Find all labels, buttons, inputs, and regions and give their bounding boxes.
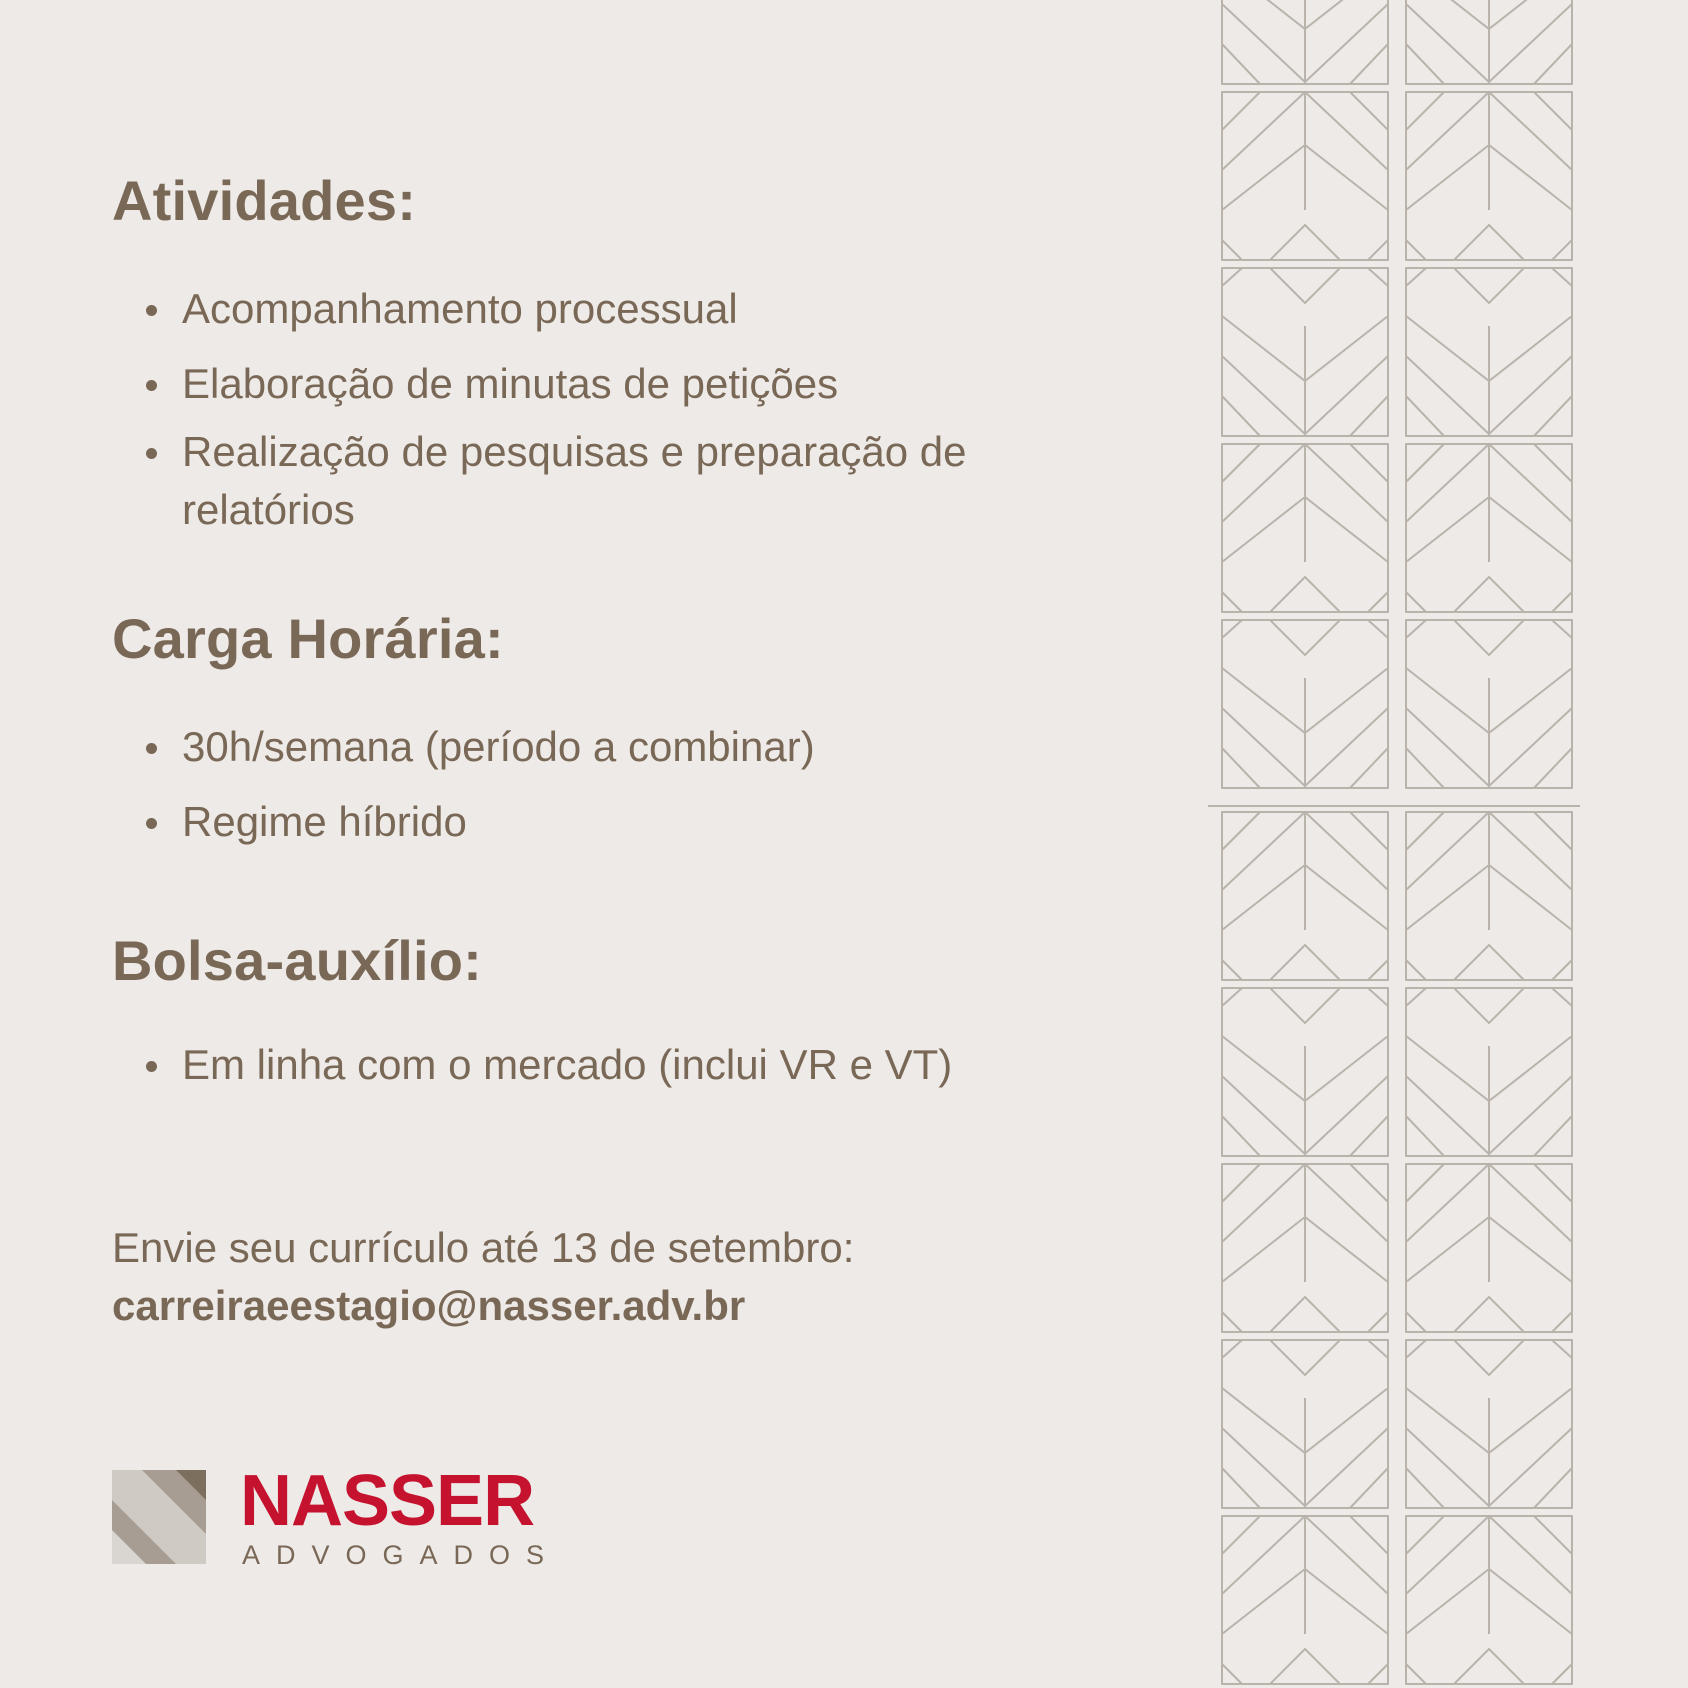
decorative-pattern <box>1208 0 1580 1688</box>
list-item: Acompanhamento processual <box>112 280 1012 338</box>
cta-text: Envie seu currículo até 13 de setembro: <box>112 1224 855 1271</box>
list-item: Realização de pesquisas e preparação de relatórios <box>112 423 1012 539</box>
list-bolsa-auxilio <box>112 1036 1112 1094</box>
list-atividades <box>112 280 1012 539</box>
list-item: Em linha com o mercado (inclui VR e VT) <box>112 1036 1112 1094</box>
heading-atividades: Atividades: <box>112 169 417 232</box>
heading-bolsa-auxilio: Bolsa-auxílio: <box>112 929 482 992</box>
list-item: Regime híbrido <box>112 793 1012 851</box>
logo-wordmark: NASSER <box>240 1461 535 1541</box>
list-item: Elaboração de minutas de petições <box>112 355 1012 413</box>
heading-carga-horaria: Carga Horária: <box>112 607 504 670</box>
list-item: 30h/semana (período a combinar) <box>112 718 1012 776</box>
logo-mark-icon <box>112 1470 206 1564</box>
nasser-logo <box>112 1461 572 1570</box>
logo-subtitle: ADVOGADOS <box>242 1540 561 1570</box>
cta-email-link[interactable]: carreiraeestagio@nasser.adv.br <box>112 1282 746 1329</box>
list-carga-horaria <box>112 718 1012 851</box>
